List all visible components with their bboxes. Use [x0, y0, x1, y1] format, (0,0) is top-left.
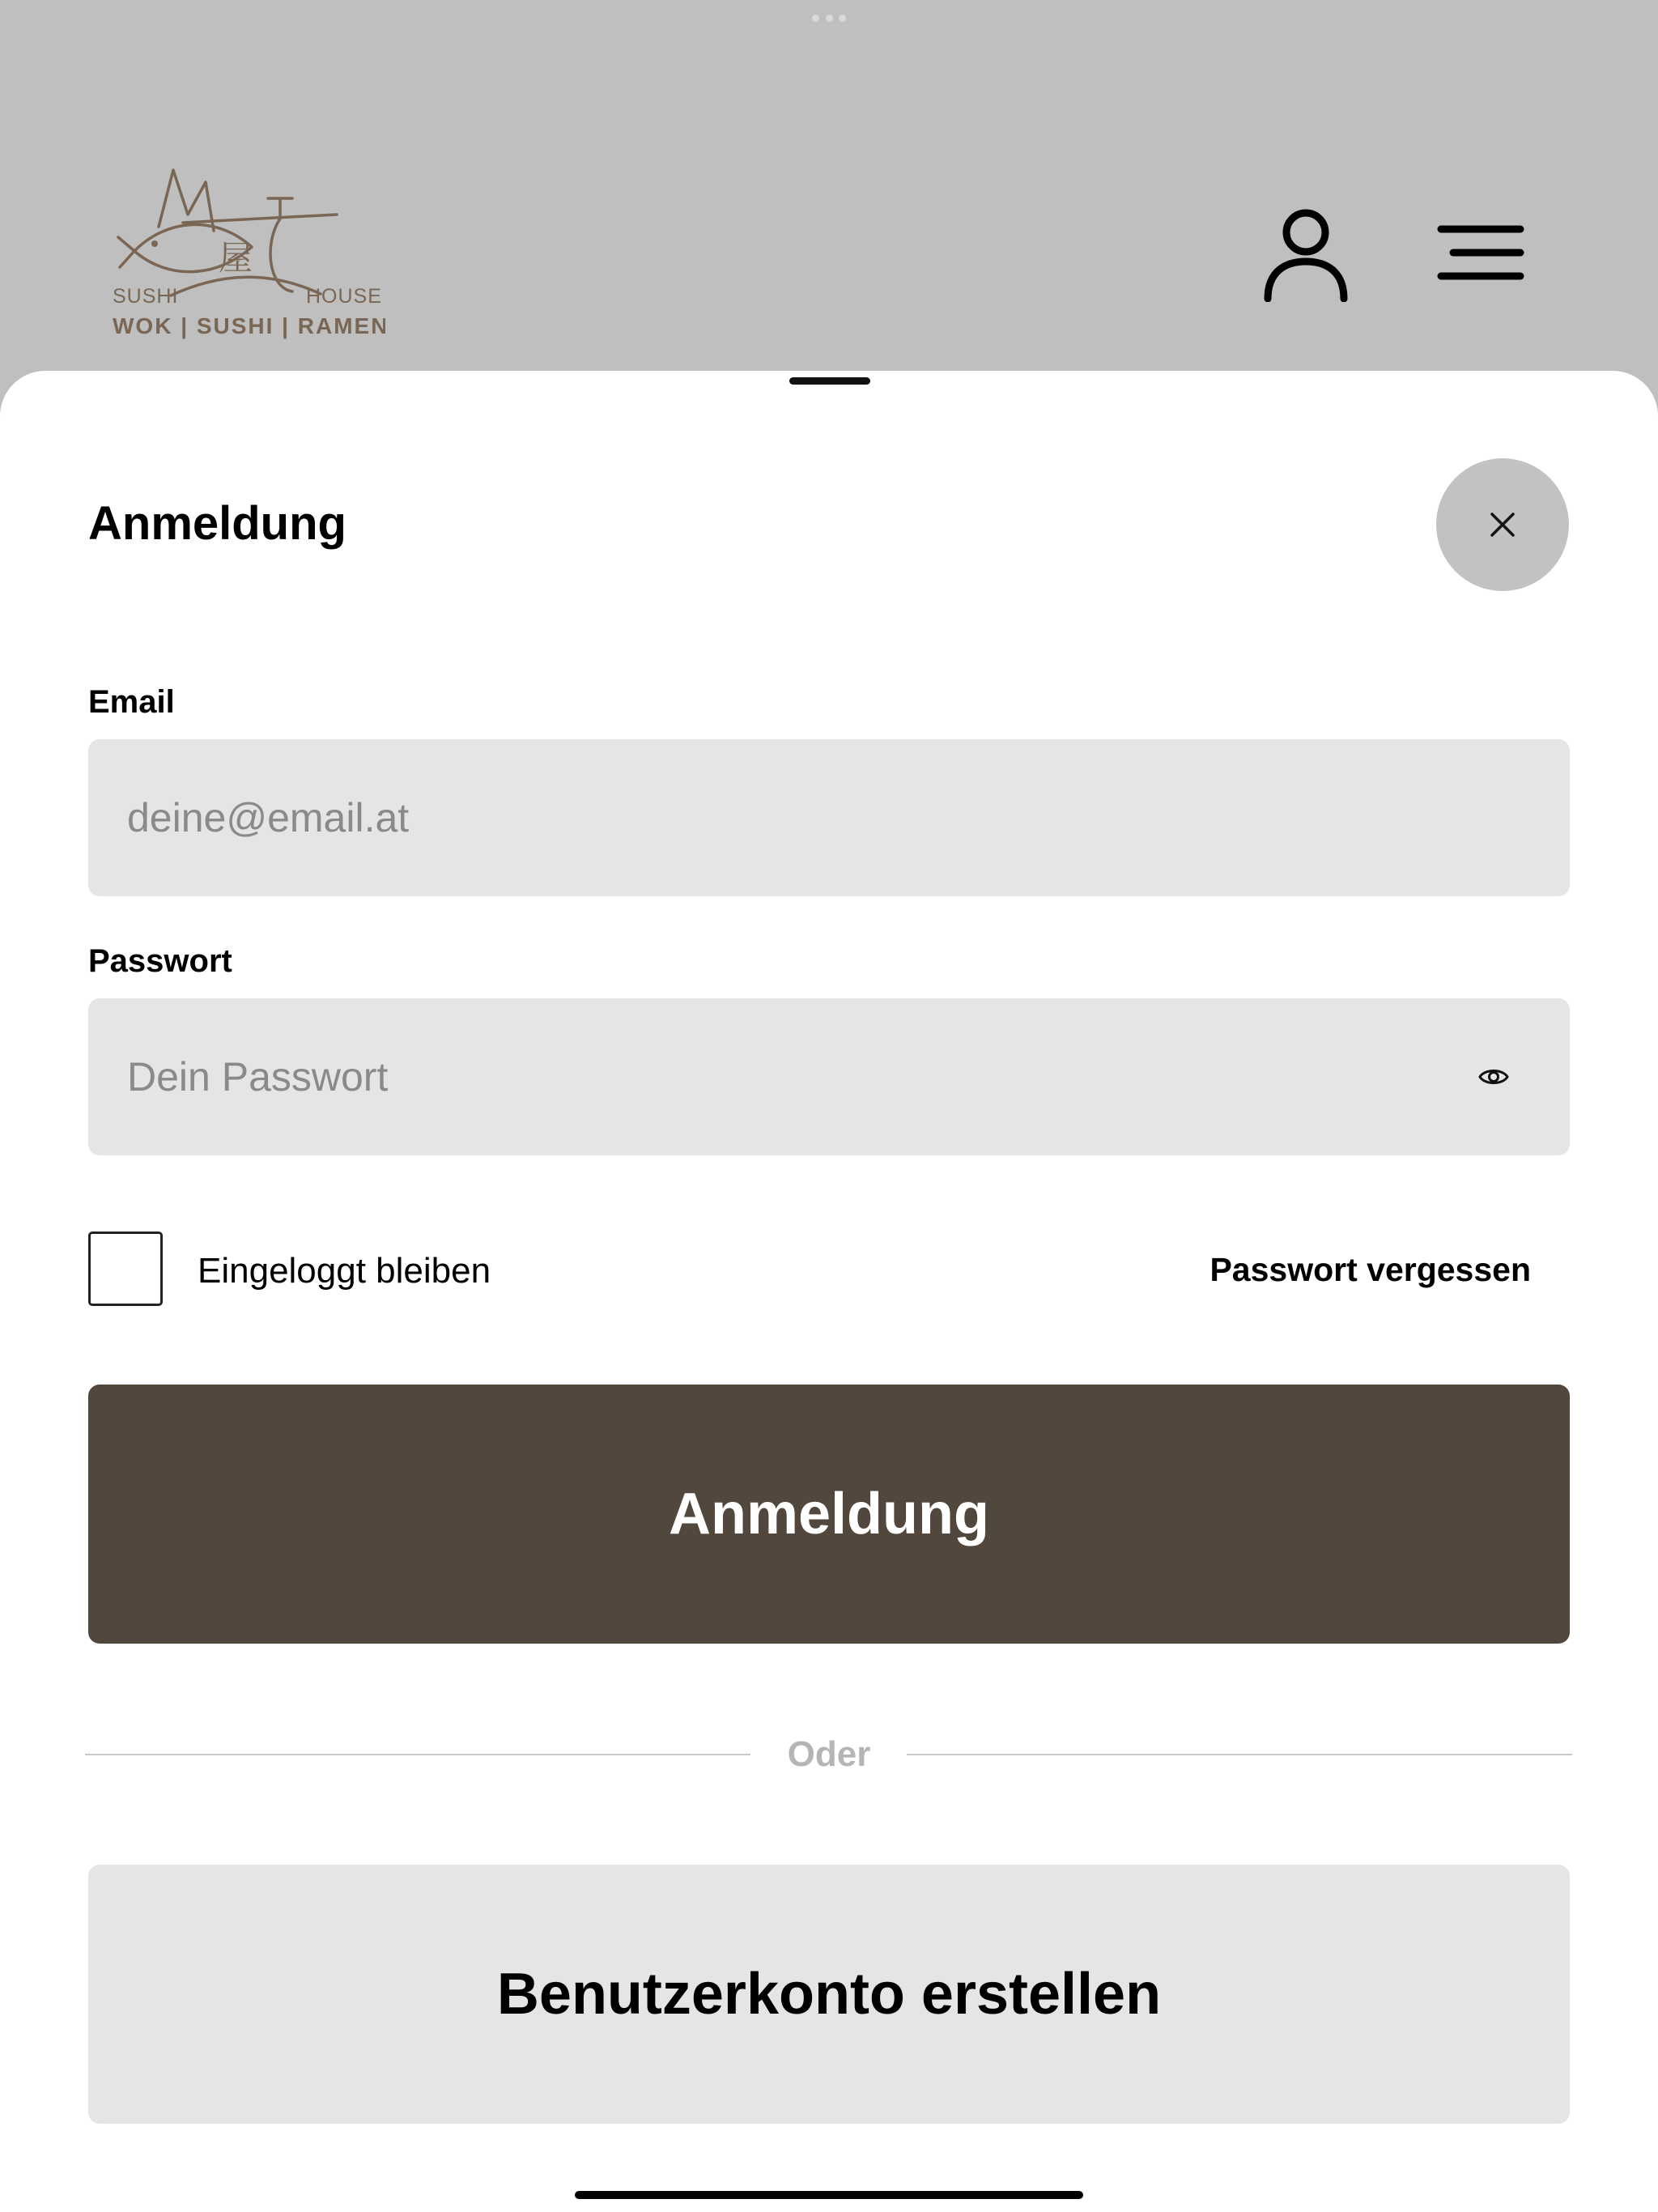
close-icon: [1489, 511, 1516, 538]
svg-text:SUSHI: SUSHI: [113, 285, 179, 308]
eye-icon[interactable]: [1478, 1061, 1509, 1092]
home-indicator[interactable]: [575, 2191, 1083, 2199]
email-field-container: [88, 739, 1570, 896]
dot: [826, 15, 833, 22]
svg-text:HOUSE: HOUSE: [306, 285, 382, 308]
dot: [839, 15, 846, 22]
hamburger-menu-icon: [1437, 223, 1524, 283]
close-button[interactable]: [1436, 458, 1569, 591]
remember-me-label[interactable]: Eingeloggt bleiben: [198, 1251, 491, 1291]
svg-text:WOK | SUSHI | RAMEN: WOK | SUSHI | RAMEN: [113, 313, 385, 338]
divider-label: Oder: [787, 1734, 871, 1774]
restaurant-logo[interactable]: [110, 166, 385, 348]
divider-left: [85, 1754, 750, 1755]
user-icon: [1261, 206, 1350, 302]
multitasking-dots[interactable]: [812, 15, 846, 23]
svg-text:屋: 屋: [218, 238, 253, 278]
divider-right: [907, 1754, 1572, 1755]
forgot-password-link[interactable]: Passwort vergessen: [1209, 1251, 1531, 1288]
sheet-title: Anmeldung: [88, 497, 346, 550]
logo-mark-icon: [110, 166, 385, 348]
password-field[interactable]: [125, 1053, 1465, 1101]
password-field-container: [88, 998, 1570, 1155]
dot: [812, 15, 819, 22]
email-label: Email: [88, 684, 175, 720]
sheet-grabber[interactable]: [789, 377, 870, 385]
email-field[interactable]: [125, 793, 1533, 842]
password-label: Passwort: [88, 943, 232, 979]
create-account-button[interactable]: Benutzerkonto erstellen: [88, 1865, 1570, 2124]
login-button[interactable]: Anmeldung: [88, 1385, 1570, 1644]
menu-button[interactable]: [1437, 223, 1524, 283]
remember-me-checkbox[interactable]: [88, 1231, 163, 1306]
account-button[interactable]: [1261, 206, 1350, 302]
